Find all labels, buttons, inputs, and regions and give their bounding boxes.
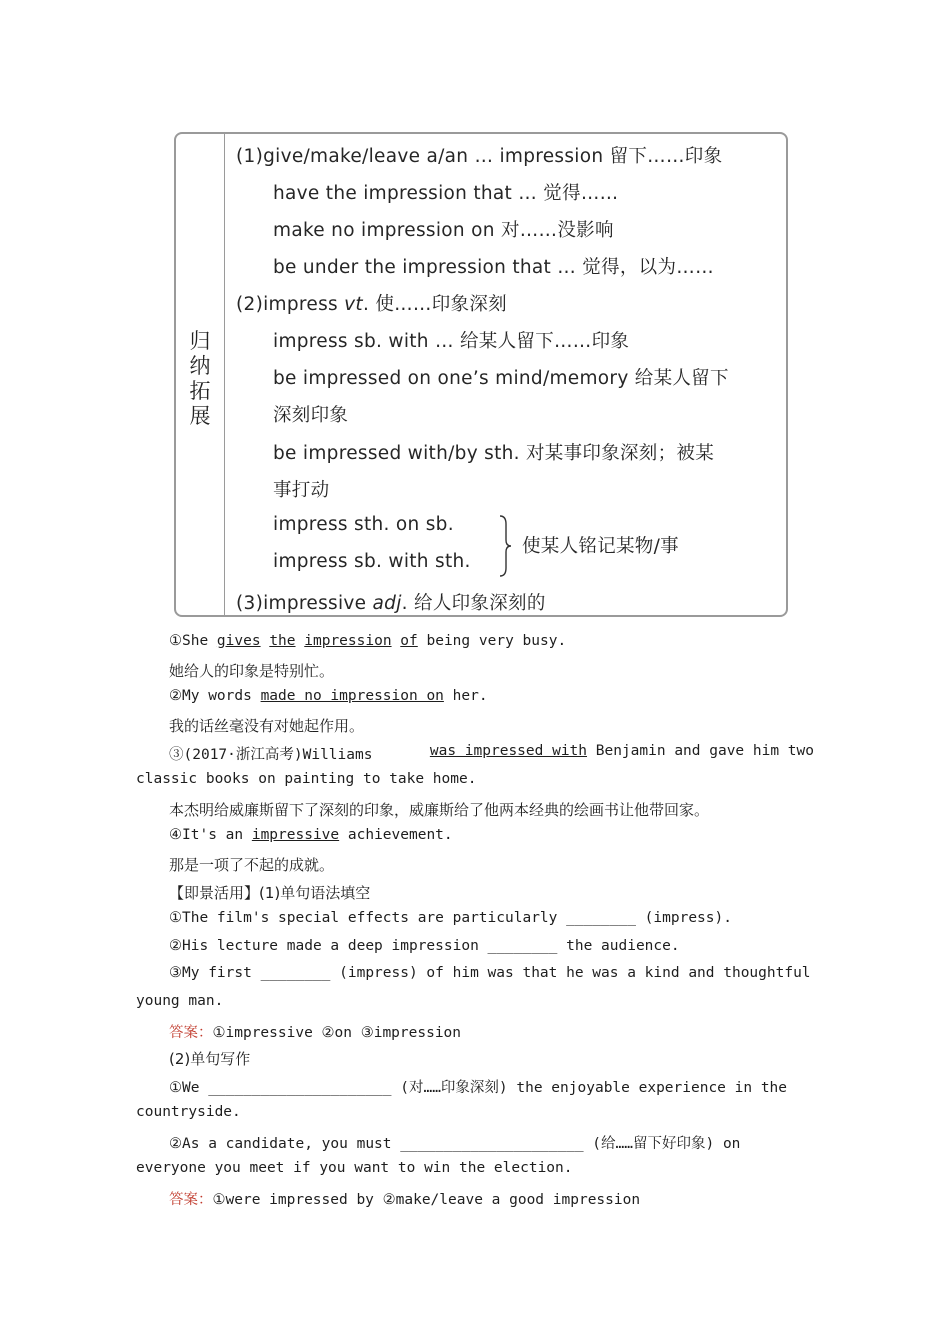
practice-heading-2: (2)单句写作 bbox=[169, 1050, 251, 1068]
underlined-phrase: was impressed with bbox=[429, 743, 588, 759]
practice-q3-line-2: young man. bbox=[136, 993, 224, 1009]
answer-2 bbox=[169, 1188, 640, 1209]
box-line-13 bbox=[236, 589, 546, 615]
example-2 bbox=[169, 688, 488, 704]
box-line-10: 事打动 bbox=[273, 480, 330, 501]
example-3-translation: 本杰明给威廉斯留下了深刻的印象，威廉斯给了他两本经典的绘画书让他带回家。 bbox=[169, 801, 710, 819]
writing-w2-line-2: everyone you meet if you want to win the election. bbox=[136, 1160, 573, 1176]
practice-q3: ③My first ________ (impress) of him was that he was a kind and thoughtful bbox=[169, 965, 811, 981]
box-line-5-pos: vt bbox=[344, 294, 363, 315]
text: ③(2017·浙江高考)Williams bbox=[169, 747, 373, 763]
writing-w1: ①We _____________________ (对……印象深刻) the enjoyable experience in the bbox=[169, 1080, 788, 1096]
text: ①She bbox=[169, 633, 217, 649]
summary-side-column bbox=[176, 134, 225, 615]
example-4 bbox=[169, 827, 453, 843]
box-line-2: have the impression that … 觉得…… bbox=[273, 183, 619, 204]
example-4-translation: 那是一项了不起的成就。 bbox=[169, 856, 335, 874]
text: ②My words bbox=[169, 688, 261, 704]
box-line-5 bbox=[236, 290, 507, 316]
side-char: 纳 bbox=[189, 354, 211, 378]
text: Benjamin and gave him two bbox=[587, 743, 814, 759]
text bbox=[296, 633, 305, 649]
box-brace-note: 使某人铭记某物/事 bbox=[522, 536, 679, 557]
example-3 bbox=[169, 743, 814, 764]
practice-q2: ②His lecture made a deep impression ________ the audience. bbox=[169, 938, 680, 954]
writing-w1-line-2: countryside. bbox=[136, 1104, 241, 1120]
text bbox=[261, 633, 270, 649]
text bbox=[392, 633, 401, 649]
practice-q1: ①The film's special effects are particularly ________ (impress). bbox=[169, 910, 732, 926]
box-line-13-word: (3)impressive bbox=[236, 593, 373, 614]
underlined-phrase: gives bbox=[216, 633, 261, 649]
example-2-translation: 我的话丝毫没有对她起作用。 bbox=[169, 717, 365, 735]
summary-side-label bbox=[186, 329, 214, 429]
box-line-3: make no impression on 对……没影响 bbox=[273, 220, 614, 241]
box-line-9: be impressed with/by sth. 对某事印象深刻；被某 bbox=[273, 443, 715, 464]
text: ④It's an bbox=[169, 827, 252, 843]
box-line-13-meaning: . 给人印象深刻的 bbox=[401, 593, 546, 614]
box-line-11: impress sth. on sb. bbox=[273, 514, 454, 535]
box-line-1: (1)give/make/leave a/an … impression 留下……印象 bbox=[236, 146, 723, 167]
underlined-phrase: made no impression on bbox=[260, 688, 444, 704]
side-char: 归 bbox=[189, 329, 211, 353]
answer-label: 答案： bbox=[169, 1025, 213, 1041]
text: being very busy. bbox=[417, 633, 567, 649]
text: achievement. bbox=[339, 827, 453, 843]
box-line-5-word: (2)impress bbox=[236, 294, 345, 315]
example-1 bbox=[169, 633, 566, 649]
writing-w2: ②As a candidate, you must _____________________ (给……留下好印象) on bbox=[169, 1136, 741, 1152]
answer-text: ①were impressed by ②make/leave a good impression bbox=[212, 1192, 641, 1208]
summary-box bbox=[174, 132, 788, 617]
box-line-5-meaning: . 使……印象深刻 bbox=[362, 294, 507, 315]
answer-label: 答案： bbox=[169, 1192, 213, 1208]
curly-brace-icon bbox=[498, 514, 512, 578]
box-line-8: 深刻印象 bbox=[273, 405, 349, 426]
box-line-6: impress sb. with … 给某人留下……印象 bbox=[273, 331, 630, 352]
side-char: 拓 bbox=[189, 379, 211, 403]
box-line-13-pos: adj bbox=[372, 593, 402, 614]
example-1-translation: 她给人的印象是特别忙。 bbox=[169, 662, 335, 680]
underlined-phrase: impression bbox=[304, 633, 392, 649]
example-3-line-2: classic books on painting to take home. bbox=[136, 771, 477, 787]
box-line-4: be under the impression that … 觉得，以为…… bbox=[273, 257, 714, 278]
underlined-phrase: of bbox=[400, 633, 418, 649]
answer-1 bbox=[169, 1021, 461, 1042]
box-line-12: impress sb. with sth. bbox=[273, 551, 471, 572]
underlined-phrase: the bbox=[269, 633, 296, 649]
box-line-7: be impressed on one’s mind/memory 给某人留下 bbox=[273, 368, 729, 389]
text: her. bbox=[443, 688, 488, 704]
side-char: 展 bbox=[189, 404, 211, 428]
practice-heading: 【即景活用】(1)单句语法填空 bbox=[169, 884, 371, 902]
answer-text: ①impressive ②on ③impression bbox=[212, 1025, 462, 1041]
underlined-phrase: impressive bbox=[251, 827, 340, 843]
